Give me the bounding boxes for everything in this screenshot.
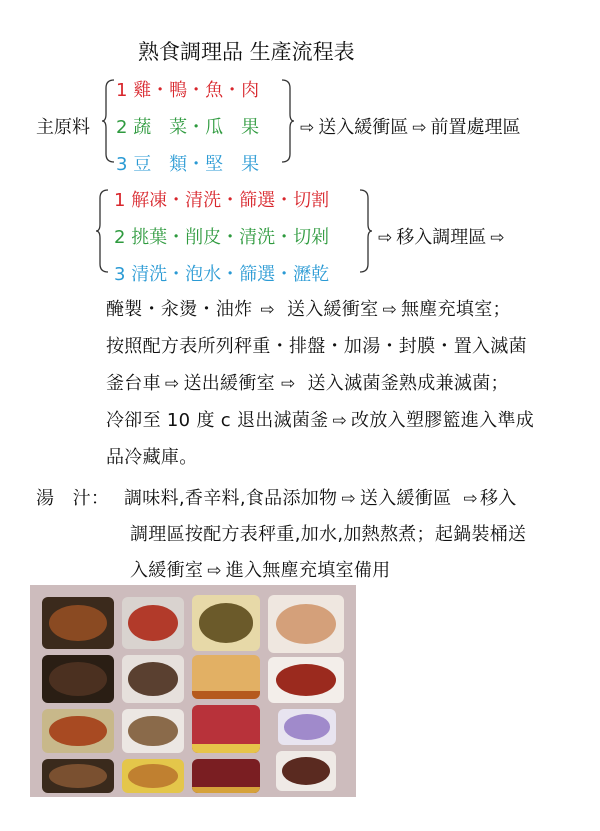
raw-item-1-text: 雞・鴨・魚・肉: [133, 80, 260, 101]
product-photo: [42, 709, 114, 753]
raw-item-1: [116, 76, 259, 102]
product-photo: [278, 709, 336, 745]
product-photo: [122, 759, 184, 793]
left-brace-raw: [102, 78, 116, 164]
prep-item-1: [114, 186, 329, 212]
soup-text: 送入緩衝區: [359, 488, 452, 509]
process-text: 品冷藏庫。: [106, 447, 198, 468]
process-text: 改放入塑膠籃進入準成: [351, 410, 535, 431]
product-photo: [122, 655, 184, 703]
product-photo: [122, 597, 184, 649]
prep-item-2: [114, 223, 329, 249]
raw-item-2: [116, 113, 259, 139]
soup-line-3: [130, 556, 390, 582]
prep-flow: [374, 223, 509, 249]
process-line-4: [106, 406, 534, 432]
process-line-1: [106, 295, 511, 321]
right-arrow-icon: ⇨: [332, 411, 348, 431]
right-arrow-icon: ⇨: [463, 489, 478, 509]
process-line-3: [106, 369, 509, 395]
product-photo: [268, 657, 344, 703]
product-photo: [268, 595, 344, 653]
product-photo: [42, 759, 114, 793]
prep-item-2-num: 2: [114, 227, 126, 248]
prep-item-1-num: 1: [114, 190, 126, 211]
right-arrow-icon: ⇨: [412, 118, 427, 138]
right-brace-raw: [280, 78, 294, 164]
prep-flow-text: 移入調理區: [396, 227, 487, 248]
raw-item-3-num: 3: [116, 154, 128, 175]
process-line-2: [106, 332, 527, 358]
raw-item-1-num: 1: [116, 80, 128, 101]
process-text: 送入緩衝室: [286, 299, 379, 320]
product-photo: [192, 705, 260, 753]
page-title: 熟食調理品 生產流程表: [138, 40, 355, 64]
raw-item-3: [116, 150, 259, 176]
raw-flow-buffer: 送入緩衝區: [318, 117, 409, 138]
right-arrow-icon: ⇨: [341, 489, 356, 509]
raw-flow: [296, 113, 521, 139]
process-text: 送出緩衝室: [183, 373, 275, 394]
product-photo: [42, 655, 114, 703]
soup-label: 湯 汁：: [36, 488, 110, 509]
right-arrow-icon: ⇨: [490, 228, 505, 248]
product-photo: [276, 751, 336, 791]
prep-item-1-text: 解凍・清洗・篩選・切割: [131, 190, 330, 211]
product-photo-collage: [30, 585, 356, 797]
soup-line-2: [130, 520, 526, 546]
prep-item-2-text: 挑葉・削皮・清洗・切剁: [131, 227, 330, 248]
right-arrow-icon: ⇨: [382, 300, 397, 320]
main-ingredient-label: 主原料: [36, 117, 90, 138]
soup-text: 入緩衝室: [130, 560, 204, 581]
left-brace-prep: [96, 188, 110, 274]
prep-item-3-num: 3: [114, 264, 126, 285]
right-arrow-icon: ⇨: [280, 374, 296, 394]
right-arrow-icon: ⇨: [378, 228, 393, 248]
raw-item-2-text: 蔬 菜・瓜 果: [133, 117, 260, 138]
raw-item-2-num: 2: [116, 117, 128, 138]
product-photo: [192, 759, 260, 793]
right-arrow-icon: ⇨: [300, 118, 315, 138]
right-arrow-icon: ⇨: [260, 300, 275, 320]
right-brace-prep: [358, 188, 372, 274]
raw-flow-preprocess: 前置處理區: [430, 117, 521, 138]
process-text: 按照配方表所列秤重・排盤・加湯・封膜・置入滅菌: [106, 336, 527, 357]
product-photo: [192, 655, 260, 699]
soup-text: 調味料,香辛料,食品添加物: [124, 488, 338, 509]
right-arrow-icon: ⇨: [164, 374, 180, 394]
right-arrow-icon: ⇨: [207, 561, 222, 581]
process-text: 無塵充填室；: [401, 299, 511, 320]
process-text: 釜台車: [106, 373, 161, 394]
process-text: 醃製・汆燙・油炸: [106, 299, 253, 320]
product-photo: [192, 595, 260, 651]
process-text: 送入滅菌釜熟成兼滅菌；: [307, 373, 509, 394]
soup-text: 調理區按配方表秤重,加水,加熱熬煮；起鍋裝桶送: [130, 524, 527, 545]
prep-item-3-text: 清洗・泡水・篩選・瀝乾: [131, 264, 330, 285]
process-line-5: [106, 443, 198, 469]
soup-text: 進入無塵充填室備用: [225, 560, 391, 581]
process-text: 冷卻至 10 度 c 退出滅菌釜: [106, 410, 329, 431]
prep-item-3: [114, 260, 329, 286]
product-photo: [42, 597, 114, 649]
raw-item-3-text: 豆 類・堅 果: [133, 154, 260, 175]
soup-text: 移入: [479, 488, 517, 509]
product-photo: [122, 709, 184, 753]
soup-line-1: [124, 484, 517, 510]
